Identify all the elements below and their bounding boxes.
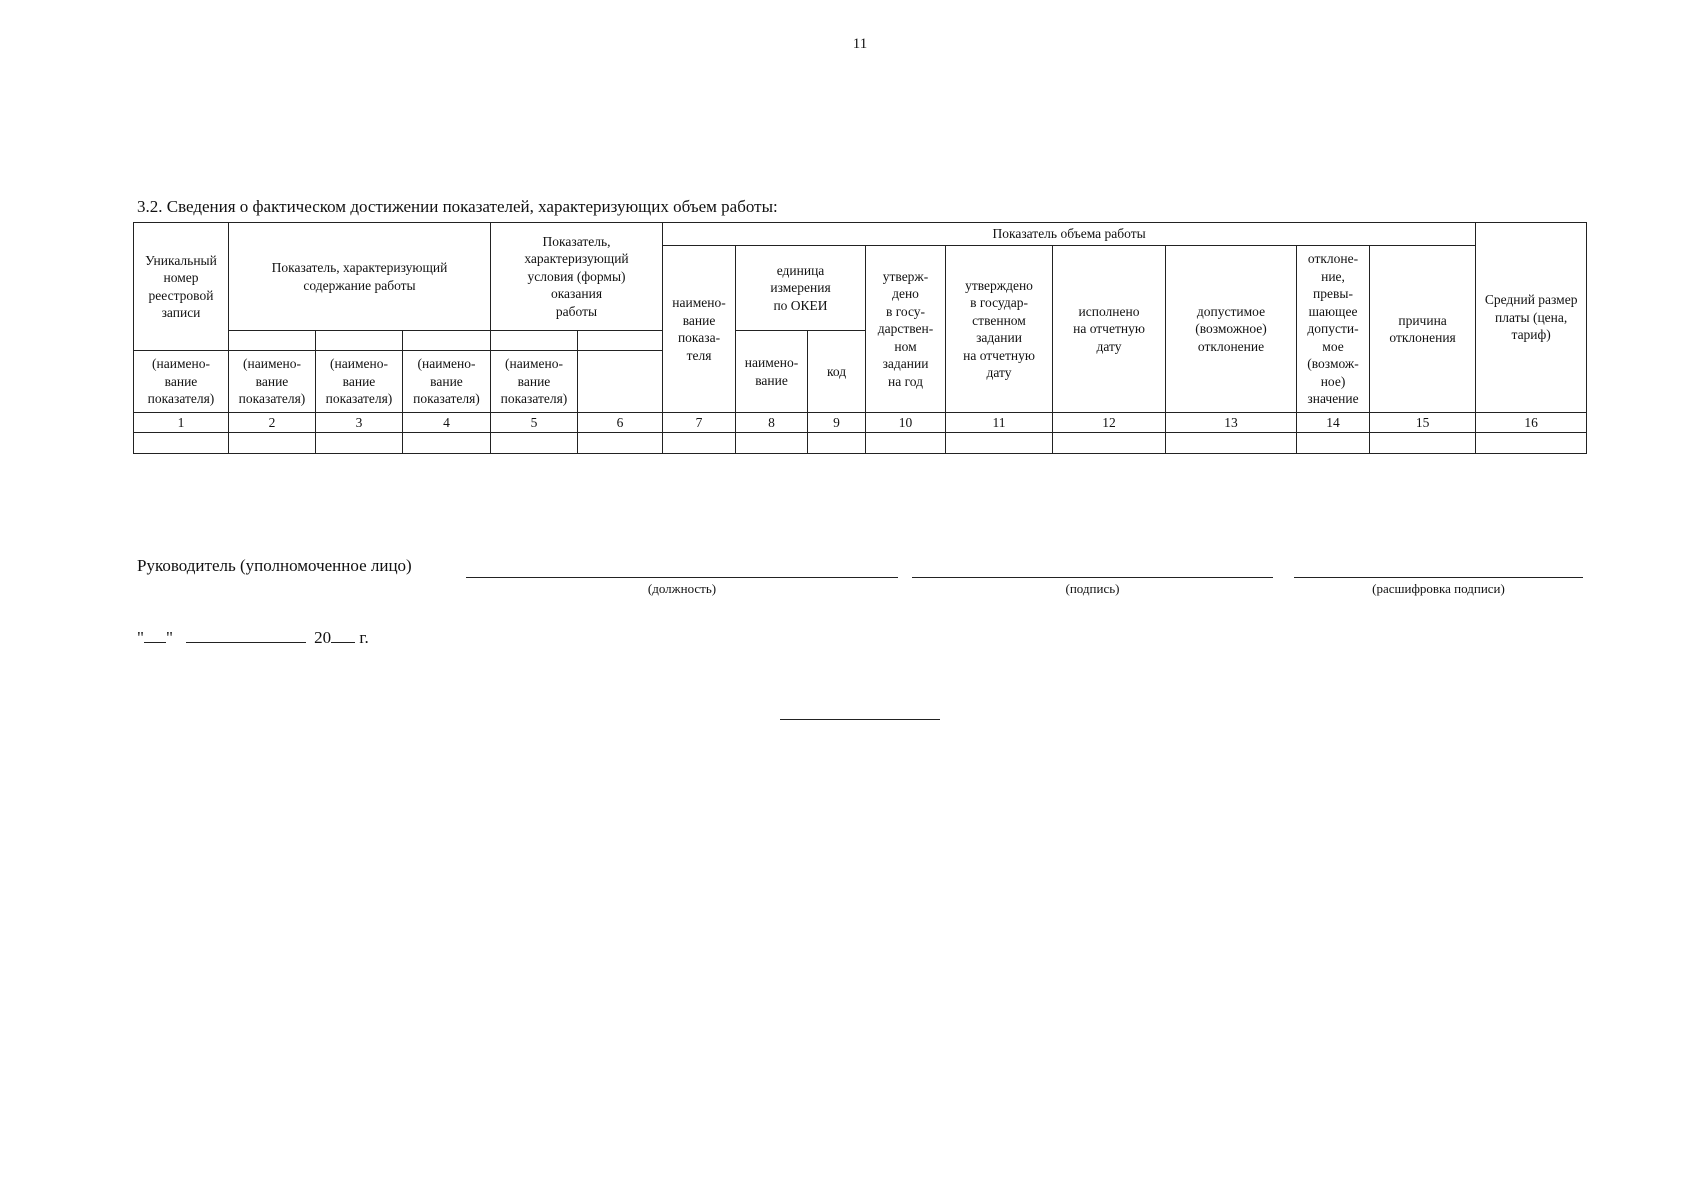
position-caption: (должность) — [647, 581, 717, 596]
header-allowed-deviation: допустимое (возможное) отклонение — [1166, 246, 1297, 413]
data-cell[interactable] — [866, 433, 946, 454]
manager-label: Руководитель (уполномоченное лицо) — [137, 556, 412, 575]
footer-rule — [780, 719, 940, 720]
month-blank[interactable] — [186, 628, 306, 643]
day-blank[interactable] — [144, 628, 166, 643]
quote-close: " — [165, 628, 173, 647]
header-unit-code: код — [808, 331, 866, 413]
data-cell[interactable] — [1370, 433, 1476, 454]
header-blank-cell — [229, 331, 316, 351]
column-number: 2 — [229, 413, 316, 433]
column-number: 5 — [491, 413, 578, 433]
data-cell[interactable] — [1476, 433, 1587, 454]
data-cell[interactable] — [1053, 433, 1166, 454]
column-number: 4 — [403, 413, 491, 433]
decoding-caption: (расшифровка подписи) — [1372, 581, 1505, 596]
column-number: 11 — [946, 413, 1053, 433]
signature-caption: (подпись) — [1065, 581, 1120, 596]
data-cell[interactable] — [736, 433, 808, 454]
header-blank-cell — [491, 331, 578, 351]
data-row — [134, 433, 1587, 454]
column-number: 10 — [866, 413, 946, 433]
column-numbers-row — [134, 413, 1587, 433]
column-number: 16 — [1476, 413, 1587, 433]
indicators-table — [133, 222, 1587, 454]
header-unique-number: Уникальный номер реестровой записи — [134, 223, 229, 351]
position-line[interactable] — [466, 577, 898, 578]
year-blank[interactable] — [331, 628, 355, 643]
column-number: 6 — [578, 413, 663, 433]
column-number: 1 — [134, 413, 229, 433]
header-blank-cell — [316, 331, 403, 351]
header-sub-name: (наимено- вание показателя) — [491, 351, 578, 413]
data-cell[interactable] — [578, 433, 663, 454]
column-number: 9 — [808, 413, 866, 433]
data-cell[interactable] — [1297, 433, 1370, 454]
data-cell[interactable] — [663, 433, 736, 454]
column-number: 12 — [1053, 413, 1166, 433]
header-sub-name: (наимено- вание показателя) — [403, 351, 491, 413]
header-okei-unit: единица измерения по ОКЕИ — [736, 246, 866, 331]
page-number: 11 — [852, 36, 868, 52]
column-number: 13 — [1166, 413, 1297, 433]
data-cell[interactable] — [229, 433, 316, 454]
column-number: 15 — [1370, 413, 1476, 433]
data-cell[interactable] — [491, 433, 578, 454]
decoding-line[interactable] — [1294, 577, 1583, 578]
header-deviation-reason: причина отклонения — [1370, 246, 1476, 413]
data-cell[interactable] — [808, 433, 866, 454]
data-cell[interactable] — [403, 433, 491, 454]
year-prefix: 20 — [314, 628, 332, 647]
header-sub-name: (наимено- вание показателя) — [229, 351, 316, 413]
data-cell[interactable] — [134, 433, 229, 454]
section-title: 3.2. Сведения о фактическом достижении показателей, характеризующих объем работы: — [137, 197, 778, 216]
column-number: 8 — [736, 413, 808, 433]
date-line — [137, 628, 369, 648]
header-exceeding-deviation: отклоне- ние, превы- шающее допусти- мое (возмож- ное) значение — [1297, 246, 1370, 413]
column-number: 7 — [663, 413, 736, 433]
header-blank-cell — [403, 331, 491, 351]
header-blank-cell — [578, 331, 663, 351]
data-cell[interactable] — [316, 433, 403, 454]
signature-line[interactable] — [912, 577, 1273, 578]
header-sub-name: (наимено- вание показателя) — [316, 351, 403, 413]
year-suffix: г. — [359, 628, 369, 647]
data-cell[interactable] — [946, 433, 1053, 454]
header-volume-indicator: Показатель объема работы — [663, 223, 1476, 246]
header-approved-year: утверж- дено в госу- дарствен- ном задании на год — [866, 246, 946, 413]
column-number: 3 — [316, 413, 403, 433]
header-sub-name: (наимено- вание показателя) — [134, 351, 229, 413]
header-conditions-indicator: Показатель, характеризующий условия (формы) оказания работы — [491, 223, 663, 331]
column-number: 14 — [1297, 413, 1370, 433]
data-cell[interactable] — [1166, 433, 1297, 454]
quote-open: " — [137, 628, 144, 647]
header-indicator-name: наимено- вание показа- теля — [663, 246, 736, 413]
header-average-pay: Средний размер платы (цена, тариф) — [1476, 223, 1587, 413]
header-executed: исполнено на отчетную дату — [1053, 246, 1166, 413]
header-approved-date: утверждено в государ- ственном задании на отчетную дату — [946, 246, 1053, 413]
header-unit-name: наимено- вание — [736, 331, 808, 413]
header-content-indicator: Показатель, характеризующий содержание работы — [229, 223, 491, 331]
